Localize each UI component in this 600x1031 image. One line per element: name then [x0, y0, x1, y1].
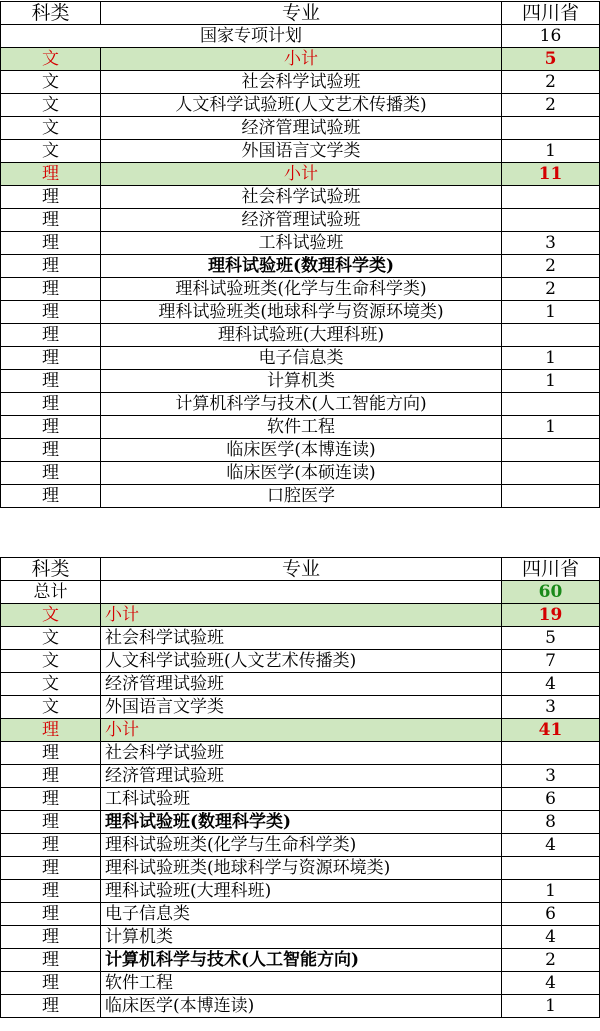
table-row	[1, 393, 600, 416]
major-cell: 临床医学(本硕连读)	[101, 462, 502, 485]
count-cell	[502, 324, 600, 347]
major-cell: 人文科学试验班(人文艺术传播类)	[101, 650, 502, 673]
table-row	[1, 949, 600, 972]
major-cell: 计算机类	[101, 370, 502, 393]
count-cell: 4	[502, 972, 600, 995]
table-row	[1, 742, 600, 765]
table-row	[1, 485, 600, 508]
count-cell: 5	[502, 627, 600, 650]
category-cell: 文	[1, 696, 101, 719]
major-cell: 小计	[101, 163, 502, 186]
total-empty	[101, 581, 502, 604]
count-cell	[502, 393, 600, 416]
table-row	[1, 857, 600, 880]
count-cell: 1	[502, 370, 600, 393]
major-cell: 外国语言文学类	[101, 140, 502, 163]
header-province: 四川省	[502, 2, 600, 25]
count-cell: 6	[502, 903, 600, 926]
table-row	[1, 209, 600, 232]
count-cell: 3	[502, 765, 600, 788]
count-cell	[502, 439, 600, 462]
count-cell: 1	[502, 995, 600, 1018]
category-cell: 理	[1, 416, 101, 439]
table-row	[1, 117, 600, 140]
major-cell: 小计	[101, 604, 502, 627]
header-category: 科类	[1, 558, 101, 581]
major-cell: 工科试验班	[101, 788, 502, 811]
category-cell: 理	[1, 834, 101, 857]
count-cell: 2	[502, 71, 600, 94]
major-cell: 理科试验班(数理科学类)	[101, 811, 502, 834]
subtotal-row	[1, 48, 600, 71]
category-cell: 文	[1, 71, 101, 94]
subtotal-row	[1, 163, 600, 186]
table-header-row	[1, 2, 600, 25]
table-row	[1, 416, 600, 439]
count-cell	[502, 462, 600, 485]
category-cell: 理	[1, 439, 101, 462]
category-cell: 理	[1, 742, 101, 765]
table-header-row	[1, 558, 600, 581]
major-cell: 理科试验班类(化学与生命科学类)	[101, 834, 502, 857]
category-cell: 理	[1, 393, 101, 416]
major-cell: 小计	[101, 48, 502, 71]
category-cell: 理	[1, 370, 101, 393]
count-cell	[502, 485, 600, 508]
header-major: 专业	[101, 2, 502, 25]
major-cell: 社会科学试验班	[101, 186, 502, 209]
category-cell: 文	[1, 94, 101, 117]
major-cell: 经济管理试验班	[101, 673, 502, 696]
category-cell: 理	[1, 209, 101, 232]
table-row	[1, 255, 600, 278]
major-cell: 社会科学试验班	[101, 71, 502, 94]
category-cell: 理	[1, 163, 101, 186]
count-cell: 2	[502, 949, 600, 972]
count-cell: 4	[502, 834, 600, 857]
category-cell: 理	[1, 485, 101, 508]
major-cell: 临床医学(本博连读)	[101, 995, 502, 1018]
category-cell: 理	[1, 301, 101, 324]
subtotal-row	[1, 719, 600, 742]
major-cell: 经济管理试验班	[101, 209, 502, 232]
count-cell: 6	[502, 788, 600, 811]
table-row	[1, 140, 600, 163]
header-province: 四川省	[502, 558, 600, 581]
major-cell: 外国语言文学类	[101, 696, 502, 719]
category-cell: 理	[1, 995, 101, 1018]
count-cell	[502, 209, 600, 232]
category-cell: 文	[1, 650, 101, 673]
major-cell: 小计	[101, 719, 502, 742]
table-row	[1, 324, 600, 347]
major-cell: 社会科学试验班	[101, 627, 502, 650]
major-cell: 电子信息类	[101, 347, 502, 370]
table-row	[1, 788, 600, 811]
count-cell: 5	[502, 48, 600, 71]
count-cell: 41	[502, 719, 600, 742]
major-cell: 计算机科学与技术(人工智能方向)	[101, 949, 502, 972]
major-cell: 软件工程	[101, 416, 502, 439]
count-cell: 2	[502, 255, 600, 278]
table-row	[1, 926, 600, 949]
table-row	[1, 278, 600, 301]
major-cell: 理科试验班(大理科班)	[101, 324, 502, 347]
count-cell: 7	[502, 650, 600, 673]
table-row	[1, 439, 600, 462]
table-row	[1, 972, 600, 995]
count-cell: 2	[502, 278, 600, 301]
national-plan-label: 国家专项计划	[1, 25, 502, 48]
category-cell: 理	[1, 765, 101, 788]
category-cell: 理	[1, 462, 101, 485]
table-row	[1, 370, 600, 393]
total-row	[1, 581, 600, 604]
category-cell: 理	[1, 255, 101, 278]
table-row	[1, 903, 600, 926]
count-cell: 4	[502, 673, 600, 696]
category-cell: 理	[1, 949, 101, 972]
table-row	[1, 811, 600, 834]
category-cell: 理	[1, 347, 101, 370]
subtotal-row	[1, 604, 600, 627]
count-cell: 19	[502, 604, 600, 627]
national-plan-row	[1, 25, 600, 48]
category-cell: 理	[1, 857, 101, 880]
enrollment-table	[0, 557, 600, 1018]
major-cell: 电子信息类	[101, 903, 502, 926]
major-cell: 口腔医学	[101, 485, 502, 508]
table-row	[1, 995, 600, 1018]
major-cell: 工科试验班	[101, 232, 502, 255]
category-cell: 理	[1, 788, 101, 811]
major-cell: 理科试验班类(地球科学与资源环境类)	[101, 301, 502, 324]
category-cell: 文	[1, 140, 101, 163]
category-cell: 文	[1, 604, 101, 627]
category-cell: 理	[1, 278, 101, 301]
category-cell: 文	[1, 627, 101, 650]
major-cell: 理科试验班类(地球科学与资源环境类)	[101, 857, 502, 880]
category-cell: 理	[1, 903, 101, 926]
count-cell: 4	[502, 926, 600, 949]
header-category: 科类	[1, 2, 101, 25]
table-row	[1, 347, 600, 370]
count-cell: 1	[502, 416, 600, 439]
major-cell: 经济管理试验班	[101, 117, 502, 140]
major-cell: 经济管理试验班	[101, 765, 502, 788]
table-row	[1, 650, 600, 673]
major-cell: 人文科学试验班(人文艺术传播类)	[101, 94, 502, 117]
table-row	[1, 462, 600, 485]
category-cell: 理	[1, 811, 101, 834]
count-cell: 11	[502, 163, 600, 186]
category-cell: 理	[1, 324, 101, 347]
count-cell: 1	[502, 140, 600, 163]
table-row	[1, 696, 600, 719]
table-row	[1, 186, 600, 209]
national-plan-value: 16	[502, 25, 600, 48]
category-cell: 文	[1, 117, 101, 140]
count-cell	[502, 857, 600, 880]
category-cell: 理	[1, 719, 101, 742]
category-cell: 理	[1, 972, 101, 995]
category-cell: 理	[1, 186, 101, 209]
count-cell: 1	[502, 347, 600, 370]
major-cell: 理科试验班(数理科学类)	[101, 255, 502, 278]
table-row	[1, 301, 600, 324]
count-cell: 2	[502, 94, 600, 117]
category-cell: 理	[1, 880, 101, 903]
table-row	[1, 834, 600, 857]
table-row	[1, 627, 600, 650]
count-cell	[502, 186, 600, 209]
table-row	[1, 673, 600, 696]
major-cell: 计算机类	[101, 926, 502, 949]
count-cell: 1	[502, 301, 600, 324]
count-cell	[502, 742, 600, 765]
major-cell: 社会科学试验班	[101, 742, 502, 765]
major-cell: 理科试验班类(化学与生命科学类)	[101, 278, 502, 301]
category-cell: 理	[1, 232, 101, 255]
count-cell: 1	[502, 880, 600, 903]
count-cell: 3	[502, 696, 600, 719]
header-major: 专业	[101, 558, 502, 581]
table-row	[1, 880, 600, 903]
table-row	[1, 94, 600, 117]
major-cell: 临床医学(本博连读)	[101, 439, 502, 462]
count-cell: 8	[502, 811, 600, 834]
major-cell: 计算机科学与技术(人工智能方向)	[101, 393, 502, 416]
count-cell	[502, 117, 600, 140]
category-cell: 文	[1, 48, 101, 71]
major-cell: 软件工程	[101, 972, 502, 995]
table-row	[1, 71, 600, 94]
table-row	[1, 765, 600, 788]
category-cell: 文	[1, 673, 101, 696]
table-row	[1, 232, 600, 255]
special-plan-table	[0, 1, 600, 508]
category-cell: 理	[1, 926, 101, 949]
total-label: 总计	[1, 581, 101, 604]
total-value: 60	[502, 581, 600, 604]
count-cell: 3	[502, 232, 600, 255]
major-cell: 理科试验班(大理科班)	[101, 880, 502, 903]
